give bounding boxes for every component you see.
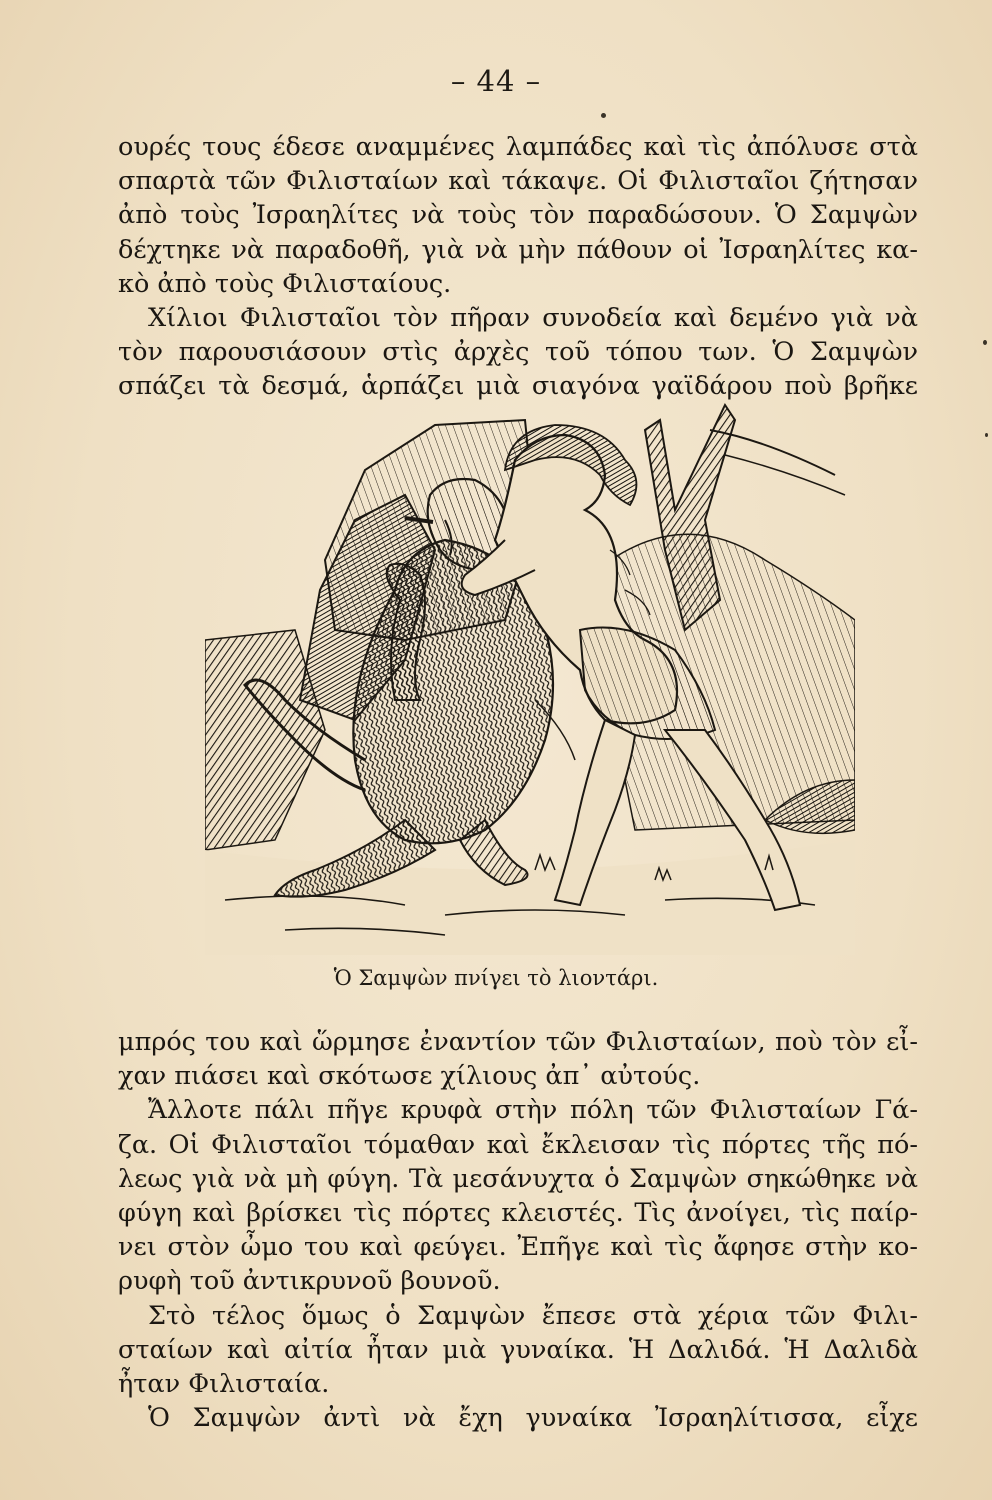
ink-speck [601,113,606,118]
text-line: Χίλιοι Φιλισταῖοι τὸν πῆραν συνοδεία καὶ δεμένο γιὰ νὰ [148,302,918,333]
text-line: τὸν παρουσιάσουν στὶς ἀρχὲς τοῦ τόπου των. Ὁ Σαμψὼν [118,337,918,368]
page-number: – 44 – [450,64,542,98]
text-line: ρυφὴ τοῦ ἀντικρυνοῦ βουνοῦ. [118,1266,501,1297]
text-line: χαν πιάσει καὶ σκότωσε χίλιους ἀπ᾽ αὐτούς. [118,1061,701,1092]
text-line: ἦταν Φιλισταία. [118,1368,330,1399]
text-line: δέχτηκε νὰ παραδοθῆ, γιὰ νὰ μὴν πάθουν οἱ Ἰσραηλίτες κα- [118,234,918,265]
ink-speck [985,433,988,437]
text-line: νει στὸν ὦμο του καὶ φεύγει. Ἐπῆγε καὶ τὶς ἄφησε στὴν κο- [118,1232,918,1263]
text-block-bottom [118,1025,918,1435]
text-line: κὸ ἀπὸ τοὺς Φιλισταίους. [118,268,452,299]
text-line: σταίων καὶ αἰτία ἦταν μιὰ γυναίκα. Ἡ Δαλιδά. Ἡ Δαλιδὰ [118,1334,918,1365]
illustration-caption: Ὁ Σαμψὼν πνίγει τὸ λιοντάρι. [333,966,659,990]
text-line: Ὁ Σαμψὼν ἀντὶ νὰ ἔχη γυναίκα Ἰσραηλίτισσα, εἶχε [148,1403,918,1434]
text-line: ουρές τους έδεσε αναμμένες λαμπάδες καὶ τὶς ἀπόλυσε στὰ [118,132,918,162]
ink-speck [983,340,987,345]
text-line: λεως γιὰ νὰ μὴ φύγη. Τὰ μεσάνυχτα ὁ Σαμψὼν σηκώθηκε νὰ [118,1163,918,1194]
engraving-samson-and-lion [205,400,855,955]
text-line: φύγη καὶ βρίσκει τὶς πόρτες κλειστές. Τὶς ἀνοίγει, τὶς παίρ- [118,1197,918,1228]
text-block-top [118,130,918,404]
text-line: ζα. Οἱ Φιλισταῖοι τόμαθαν καὶ ἔκλεισαν τὶς πόρτες τῆς πό- [118,1129,918,1160]
text-line: ἀπὸ τοὺς Ἰσραηλίτες νὰ τοὺς τὸν παραδώσουν. Ὁ Σαμψὼν [118,200,918,231]
text-line: Ἄλλοτε πάλι πῆγε κρυφὰ στὴν πόλη τῶν Φιλισταίων Γά- [148,1095,918,1126]
text-line: μπρός του καὶ ὥρμησε ἐναντίον τῶν Φιλισταίων, ποὺ τὸν εἶ- [118,1027,918,1057]
text-line: Στὸ τέλος ὅμως ὁ Σαμψὼν ἔπεσε στὰ χέρια τῶν Φιλι- [148,1300,918,1331]
text-line: σπάζει τὰ δεσμά, ἁρπάζει μιὰ σιαγόνα γαϊδάρου ποὺ βρῆκε [118,371,918,402]
text-line: σπαρτὰ τῶν Φιλισταίων καὶ τάκαψε. Οἱ Φιλισταῖοι ζήτησαν [118,166,918,197]
